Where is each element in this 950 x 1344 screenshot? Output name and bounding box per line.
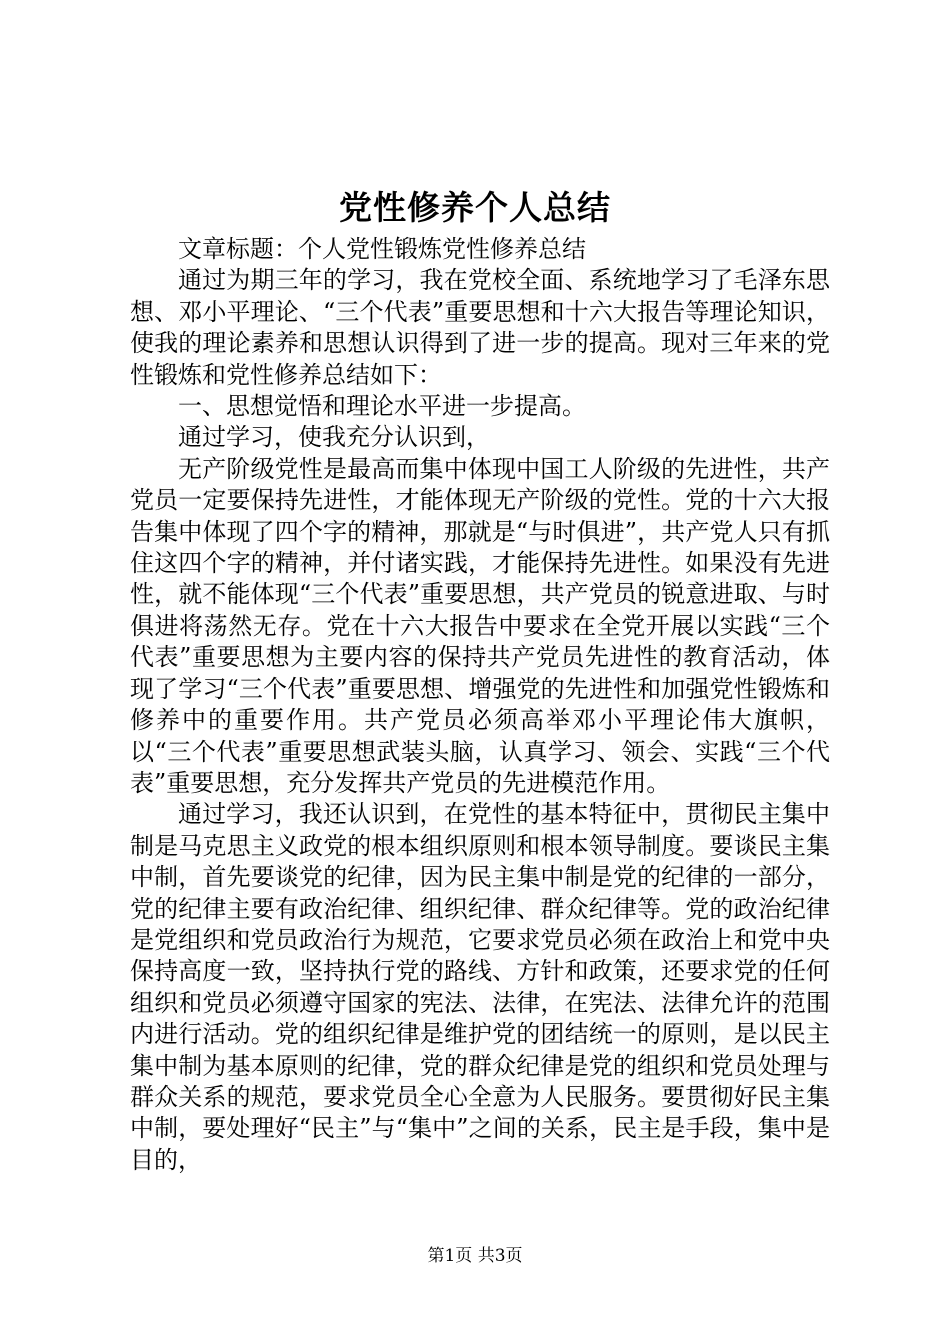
section-heading-1: 一、思想觉悟和理论水平进一步提高。 — [178, 392, 586, 421]
paragraph-article-title: 文章标题：个人党性锻炼党性修养总结 — [178, 235, 586, 263]
paragraph-proletarian: 无产阶级党性是最高而集中体现中国工人阶级的先进性，共产党员一定要保持先进性，才能体现无产阶级的党性。党的十六大报告集中体现了四个字的精神，那就是“与时俱进”，共产党人只有抓住这四个字的精神，并付诸实践，才能保持先进性。如果没有先进性，就不能体现“三个代表”重要思想，共产党员的锐意进取、与时俱进将荡然无存。党在十六大报告中要求在全党开展以实践“三个代表”重要思想为主要内容的保持共产党员先进性的教育活动，体现了学习“三个代表”重要思想、增强党的先进性和加强党性锻炼和修养中的重要作用。共产党员必须高举邓小平理论伟大旗帜，以“三个代表”重要思想武装头脑，认真学习、领会、实践“三个代表”重要思想，充分发挥共产党员的先进模范作用。 — [130, 454, 830, 797]
paragraph-democratic-centralism: 通过学习，我还认识到，在党性的基本特征中，贯彻民主集中制是马克思主义政党的根本组织原则和根本领导制度。要谈民主集中制，首先要谈党的纪律，因为民主集中制是党的纪律的一部分，党的纪律主要有政治纪律、组织纪律、群众纪律等。党的政治纪律是党组织和党员政治行为规范，它要求党员必须在政治上和党中央保持高度一致，坚持执行党的路线、方针和政策，还要求党的任何组织和党员必须遵守国家的宪法、法律，在宪法、法律允许的范围内进行活动。党的组织纪律是维护党的团结统一的原则，是以民主集中制为基本原则的纪律，党的群众纪律是党的组织和党员处理与群众关系的规范，要求党员全心全意为人民服务。要贯彻好民主集中制，要处理好“民主”与“集中”之间的关系，民主是手段，集中是目的， — [130, 800, 830, 1174]
paragraph-intro: 通过为期三年的学习，我在党校全面、系统地学习了毛泽东思想、邓小平理论、“三个代表”重要思想和十六大报告等理论知识，使我的理论素养和思想认识得到了进一步的提高。现对三年来的党性锻炼和党性修养总结如下： — [130, 266, 830, 389]
page-footer: 第1页 共3页 — [427, 1246, 523, 1266]
paragraph-learning: 通过学习，使我充分认识到， — [178, 423, 490, 452]
document-body — [130, 234, 830, 1176]
page-title: 党性修养个人总结 — [339, 188, 611, 227]
